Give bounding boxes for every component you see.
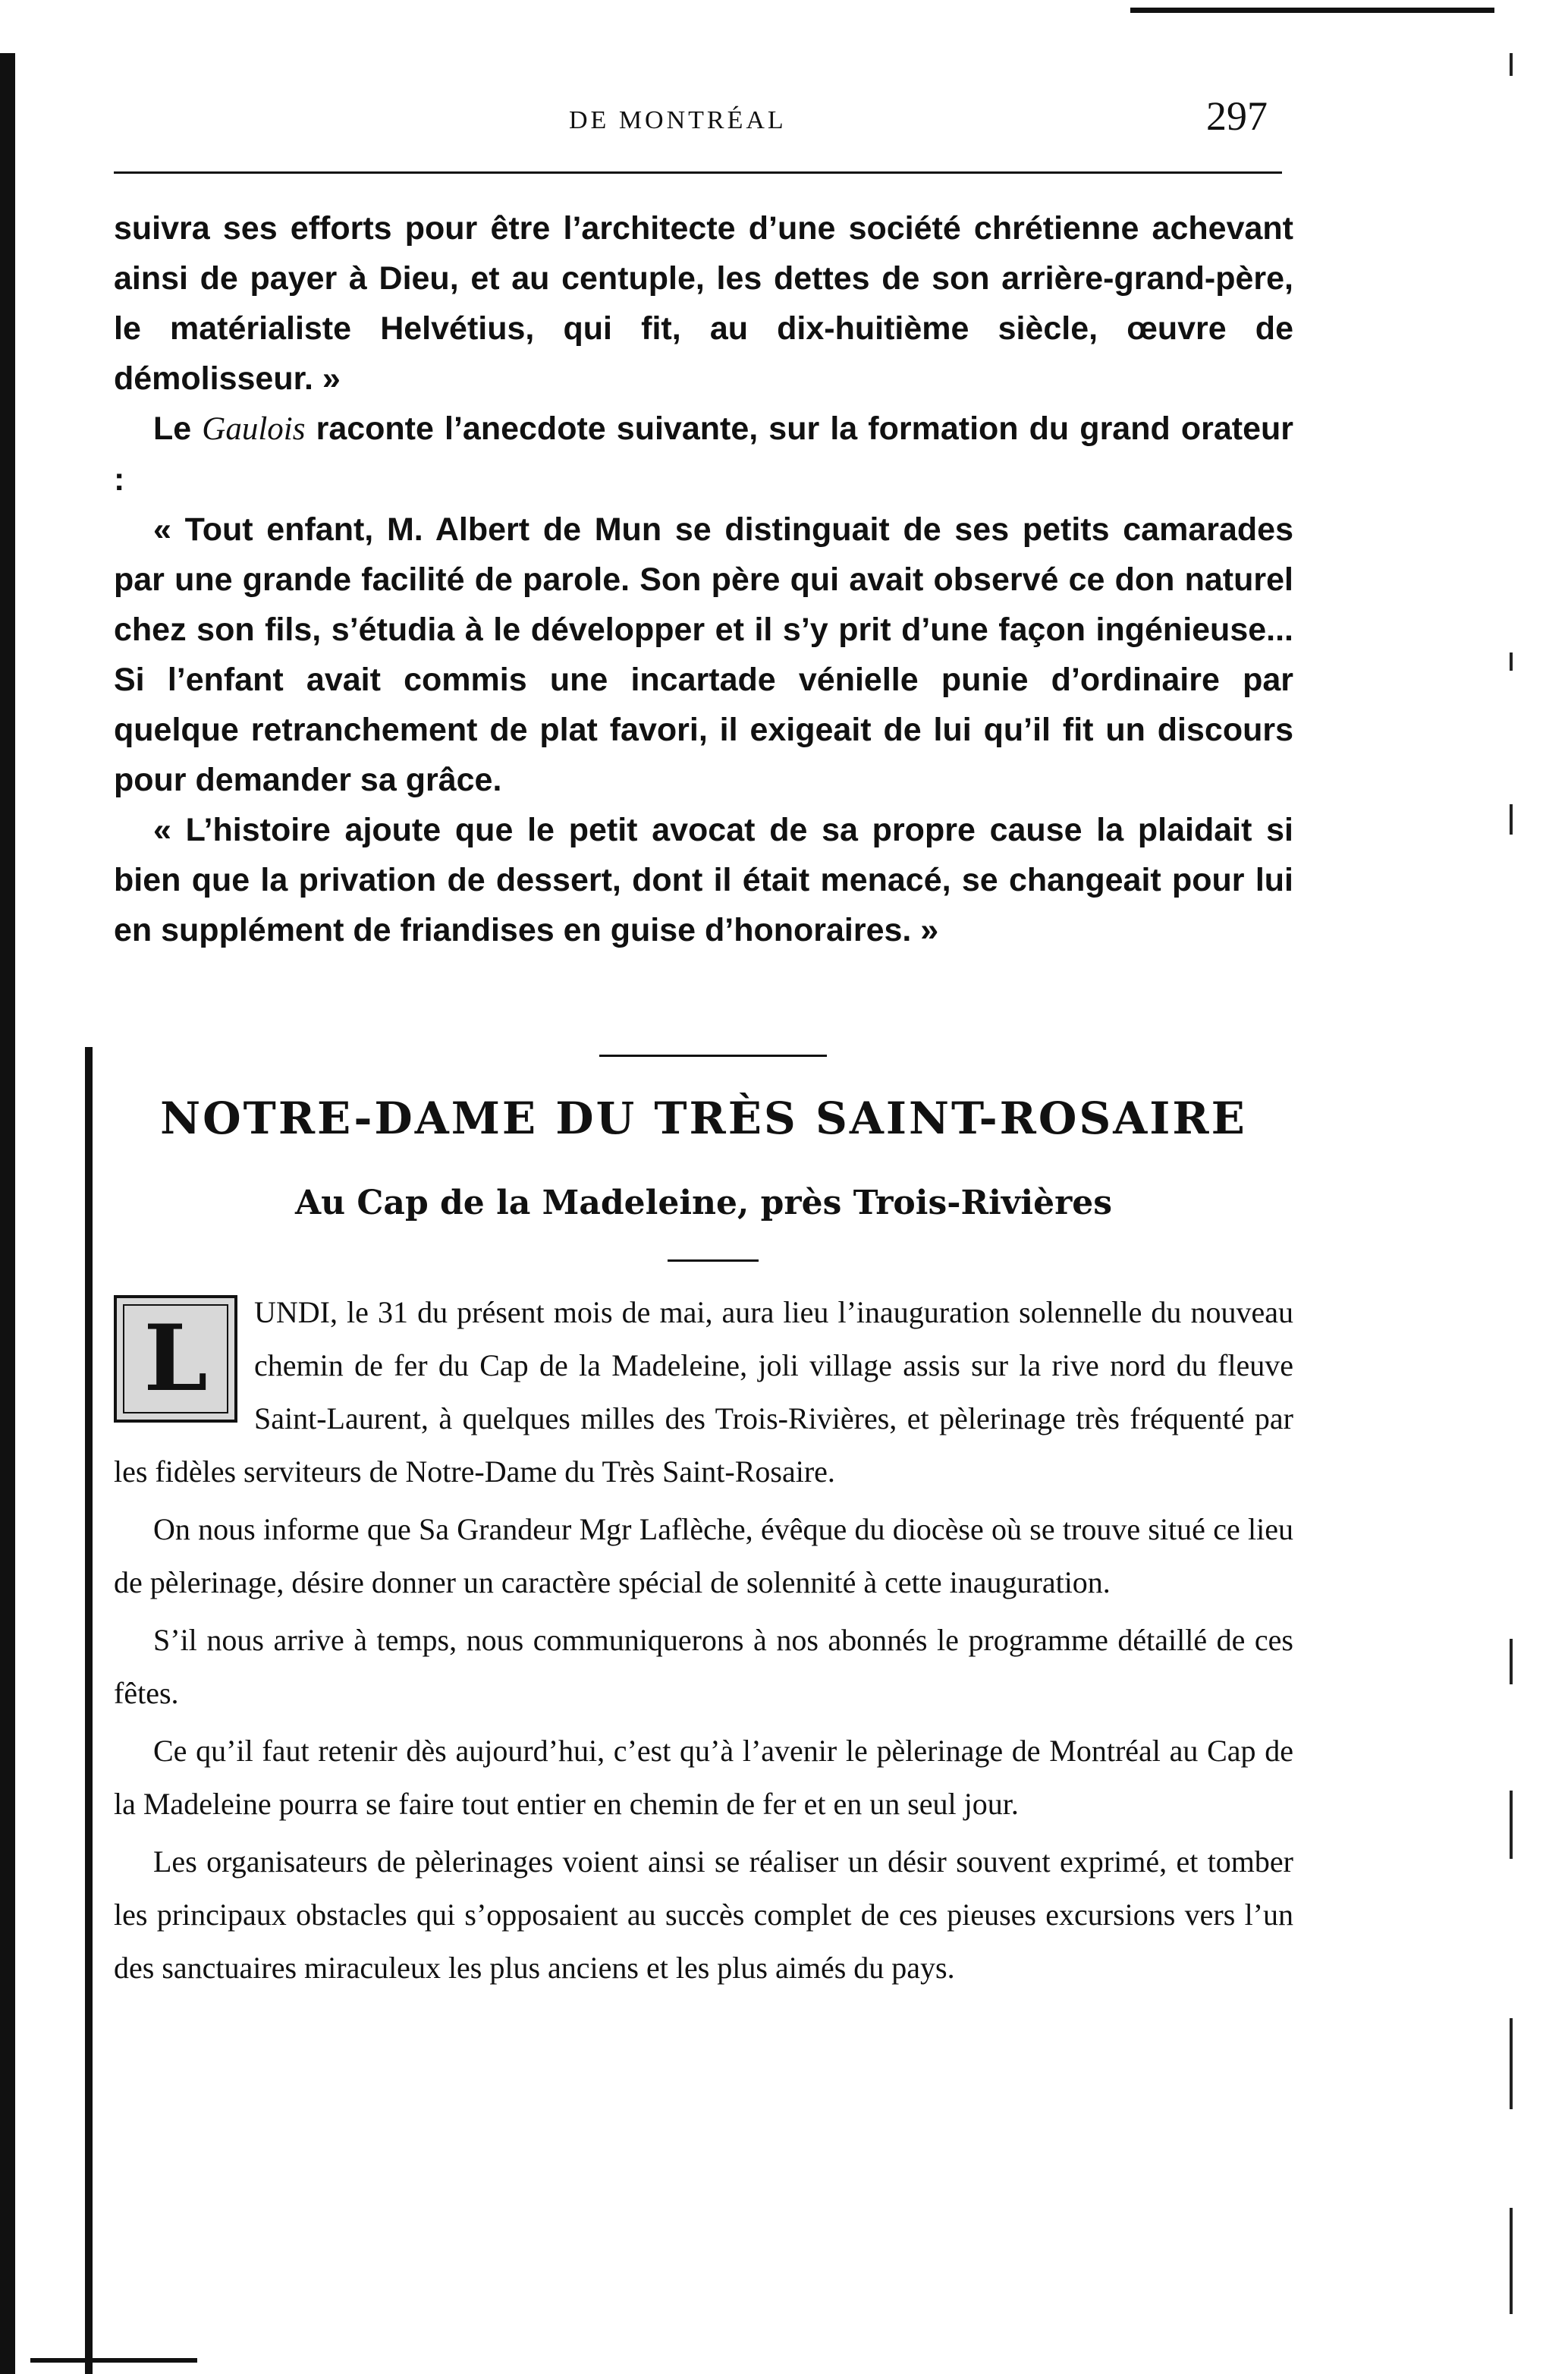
section-rule [599,1055,827,1057]
upper-text-block [114,203,1293,955]
paragraph: suivra ses efforts pour être l’architecte d’une société chrétienne achevant ainsi de payer à Dieu, et au centuple, les dettes de son arrière-grand-père, le matérialiste Helvétius, qui fit, au dix-huitième siècle, œuvre de démolisseur. » [114,210,1293,397]
article-title: NOTRE-DAME DU TRÈS SAINT-ROSAIRE [160,1093,1247,1144]
left-margin-bar [85,1047,93,2374]
paragraph: Ce qu’il faut retenir dès aujourd’hui, c’est qu’à l’avenir le pèlerinage de Montréal au Cap de la Madeleine pourra se faire tout entier en chemin de fer et en un seul jour. [114,1734,1293,1821]
paragraph-text: raconte l’anecdote suivante, sur la formation du grand orateur : [114,410,1293,498]
paragraph: « L’histoire ajoute que le petit avocat de sa propre cause la plaidait si bien que la privation de dessert, dont il était menacé, se changeait pour lui en supplément de friandises en guise d’honoraires. » [114,812,1293,948]
paragraph [114,404,1293,505]
page-number: 297 [1206,93,1268,139]
paragraph: S’il nous arrive à temps, nous communiquerons à nos abonnés le programme détaillé de ces fêtes. [114,1623,1293,1710]
left-edge-bar [0,53,15,2374]
article-subtitle: Au Cap de la Madeleine, près Trois-Rivières [294,1184,1113,1222]
right-margin-marks [1510,46,1540,2322]
bottom-edge-rule [30,2358,197,2363]
paragraph: On nous informe que Sa Grandeur Mgr Laflèche, évêque du diocèse où se trouve situé ce lieu de pèlerinage, désire donner un caractère spécial de solennité à cette inauguration. [114,1512,1293,1599]
paragraph-text: Le [153,410,203,447]
article-body [114,1286,1293,1999]
paragraph [114,1286,1293,1498]
running-title: DE MONTRÉAL [569,106,787,134]
dropcap-letter: L [123,1304,228,1413]
paragraph: « Tout enfant, M. Albert de Mun se distinguait de ses petits camarades par une grande facilité de parole. Son père qui avait observé ce don naturel chez son fils, s’étudia à le développer et il s’y prit d’une façon ingénieuse... Si l’enfant avait commis une incartade vénielle punie d’ordinaire par quelque retranchement de plat favori, il exigeait de lui qu’il fit un discours pour demander sa grâce. [114,511,1293,798]
header-rule [114,171,1282,174]
subtitle-rule [668,1259,759,1262]
ornamental-dropcap [114,1295,237,1423]
paragraph-text: UNDI, le 31 du présent mois de mai, aura lieu l’inauguration solennelle du nouveau chemin de fer du Cap de la Madeleine, joli village assis sur la rive nord du fleuve Saint-Laurent, à quelques milles des Trois-Rivières, et pèlerinage très fréquenté par les fidèles serviteurs de Notre-Dame du Très Saint-Rosaire. [114,1295,1293,1489]
newspaper-name: Gaulois [202,411,306,447]
paragraph: Les organisateurs de pèlerinages voient ainsi se réaliser un désir souvent exprimé, et tomber les principaux obstacles qui s’opposaient au succès complet de ces pieuses excursions vers l’un des sanctuaires miraculeux les plus anciens et les plus aimés du pays. [114,1844,1293,1985]
top-edge-rule [1130,8,1494,13]
